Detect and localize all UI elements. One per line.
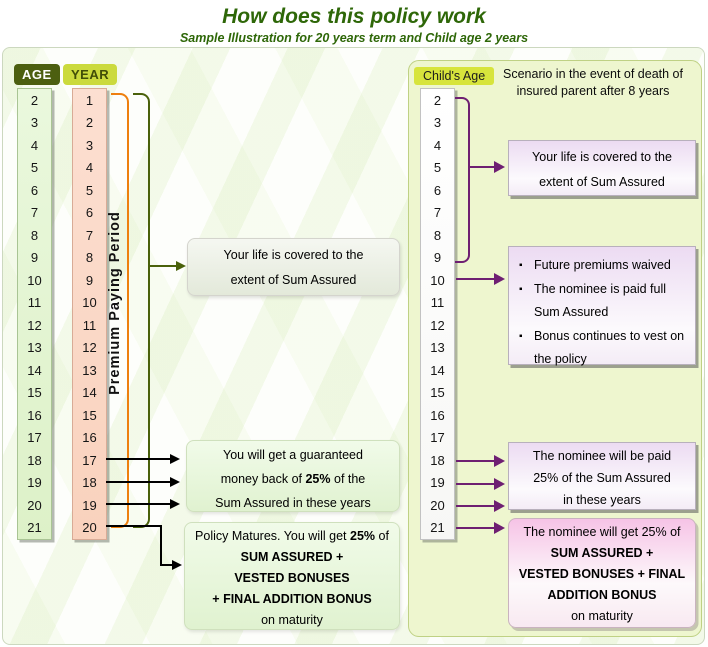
childs-age-cell: 8 (433, 227, 442, 243)
money-back-text: You will get a guaranteed (223, 448, 363, 462)
premium-period-bracket (111, 93, 129, 528)
death-benefit-item: ▪ Future premiums waived (517, 254, 687, 278)
nominee-maturity-arrow-line (456, 527, 496, 529)
arrow-right-icon (176, 261, 186, 271)
childs-age-badge: Child's Age (414, 67, 494, 85)
childs-age-cell: 21 (430, 520, 445, 536)
maturity-text: Policy Matures. You will get 25% of (195, 529, 389, 543)
childs-age-cell: 14 (430, 362, 445, 378)
nominee-maturity-text: The nominee will get 25% of (523, 525, 681, 539)
nominee-maturity-box (508, 518, 696, 628)
page-title: How does this policy work (222, 5, 486, 28)
arrow-right-icon (494, 161, 505, 173)
age-cell: 15 (27, 385, 42, 401)
year-cell: 18 (82, 475, 97, 491)
year-cell: 9 (85, 272, 94, 288)
year-cell: 7 (85, 227, 94, 243)
arrow-right-icon (172, 560, 182, 570)
year-cell: 10 (82, 295, 97, 311)
year-cell: 16 (82, 430, 97, 446)
age-cell: 6 (30, 182, 39, 198)
age-column (17, 88, 52, 540)
age-cell: 10 (27, 272, 42, 288)
maturity-text: on maturity (261, 613, 323, 627)
year-cell: 4 (85, 160, 94, 176)
year-cell: 20 (82, 520, 97, 536)
child-life-cover-arrow-line (470, 166, 496, 168)
nominee-maturity-text: VESTED BONUSES + FINAL (518, 567, 686, 581)
arrow-right-icon (170, 477, 180, 487)
life-cover-box (187, 238, 400, 296)
childs-age-cell: 2 (433, 92, 442, 108)
life-cover-bracket (133, 93, 150, 528)
nominee-money-back-text: The nominee will be paid (532, 449, 672, 463)
year-cell: 11 (82, 317, 97, 333)
age-cell: 11 (27, 295, 42, 311)
money-back-box (186, 440, 400, 512)
age-cell: 4 (30, 137, 39, 153)
premium-paying-period-label: Premium Paying Period (107, 211, 123, 395)
age-cell: 9 (30, 250, 39, 266)
arrow-right-icon (170, 499, 180, 509)
age-cell: 8 (30, 227, 39, 243)
maturity-text: + FINAL ADDITION BONUS (212, 592, 372, 606)
money-back-text: Sum Assured in these years (215, 496, 371, 510)
nominee-maturity-text: on maturity (571, 609, 633, 623)
childs-age-cell: 3 (433, 115, 442, 131)
age-cell: 13 (27, 340, 42, 356)
year-cell: 3 (85, 137, 94, 153)
age-cell: 18 (27, 452, 42, 468)
death-benefits-box (508, 246, 696, 365)
age-cell: 2 (30, 92, 39, 108)
childs-age-column (420, 88, 455, 540)
year-cell: 6 (85, 205, 94, 221)
child-life-cover-box (508, 140, 696, 196)
money-back-arrow-line (106, 503, 170, 505)
nominee-money-back-text: 25% of the Sum Assured (533, 471, 671, 485)
death-benefit-item: ▪ Bonus continues to vest on the policy (517, 325, 687, 372)
child-life-cover-text: extent of Sum Assured (539, 175, 665, 189)
childs-age-cell: 4 (433, 137, 442, 153)
year-cell: 17 (82, 452, 97, 468)
age-cell: 14 (27, 362, 42, 378)
age-cell: 19 (27, 475, 42, 491)
year-cell: 2 (85, 115, 94, 131)
nominee-money-back-box (508, 442, 696, 510)
childs-age-cell: 15 (430, 385, 445, 401)
money-back-arrow-line (106, 481, 170, 483)
year-cell: 1 (85, 92, 94, 108)
arrow-right-icon (494, 455, 505, 467)
childs-age-cell: 12 (430, 317, 445, 333)
arrow-right-icon (494, 478, 505, 490)
nominee-maturity-text: ADDITION BONUS (547, 588, 657, 602)
childs-age-cell: 20 (430, 497, 445, 513)
year-cell: 15 (82, 407, 97, 423)
childs-age-cell: 16 (430, 407, 445, 423)
maturity-text: SUM ASSURED + (240, 550, 344, 564)
age-cell: 3 (30, 115, 39, 131)
childs-age-cell: 9 (433, 250, 442, 266)
childs-age-cell: 5 (433, 160, 442, 176)
childs-age-cell: 10 (430, 272, 445, 288)
nominee-money-back-arrow-line (456, 483, 496, 485)
nominee-money-back-text: in these years (563, 493, 641, 507)
childs-age-cell: 11 (430, 295, 445, 311)
age-badge: AGE (14, 64, 60, 85)
year-badge: YEAR (63, 64, 117, 85)
childs-age-cell: 17 (430, 430, 445, 446)
maturity-box (184, 522, 400, 630)
life-cover-text: Your life is covered to the (223, 248, 364, 262)
year-cell: 5 (85, 182, 94, 198)
death-benefit-item: ▪ The nominee is paid full Sum Assured (517, 278, 687, 325)
maturity-arrow-line (160, 525, 162, 565)
scenario-heading (487, 66, 699, 100)
age-cell: 16 (27, 407, 42, 423)
age-cell: 17 (27, 430, 42, 446)
year-cell: 19 (82, 497, 97, 513)
nominee-money-back-arrow-line (456, 505, 496, 507)
childs-age-cell: 7 (433, 205, 442, 221)
childs-age-cell: 6 (433, 182, 442, 198)
life-cover-text: extent of Sum Assured (230, 273, 357, 287)
scenario-line: Scenario in the event of death of (503, 67, 683, 81)
money-back-arrow-line (106, 458, 170, 460)
nominee-money-back-arrow-line (456, 460, 496, 462)
year-cell: 13 (82, 362, 97, 378)
childs-age-cell: 13 (430, 340, 445, 356)
year-cell: 12 (82, 340, 97, 356)
age-cell: 20 (27, 497, 42, 513)
age-cell: 5 (30, 160, 39, 176)
scenario-line: insured parent after 8 years (516, 84, 670, 98)
arrow-right-icon (494, 273, 505, 285)
childs-age-cell: 18 (430, 452, 445, 468)
nominee-maturity-text: SUM ASSURED + (550, 546, 654, 560)
child-life-cover-text: Your life is covered to the (532, 150, 672, 164)
maturity-arrow-line (106, 525, 162, 527)
arrow-right-icon (494, 522, 505, 534)
money-back-text: money back of 25% of the (220, 472, 366, 486)
age-cell: 12 (27, 317, 42, 333)
childs-age-cell: 19 (430, 475, 445, 491)
year-cell: 14 (82, 385, 97, 401)
maturity-text: VESTED BONUSES (234, 571, 350, 585)
arrow-right-icon (494, 500, 505, 512)
death-benefit-arrow-line (456, 278, 496, 280)
year-cell: 8 (85, 250, 94, 266)
life-cover-arrow-line (150, 265, 178, 267)
arrow-right-icon (170, 454, 180, 464)
page-subtitle: Sample Illustration for 20 years term and Child age 2 years (179, 31, 529, 45)
age-cell: 7 (30, 205, 39, 221)
age-cell: 21 (27, 520, 42, 536)
child-early-years-bracket (455, 97, 470, 263)
year-column (72, 88, 107, 540)
